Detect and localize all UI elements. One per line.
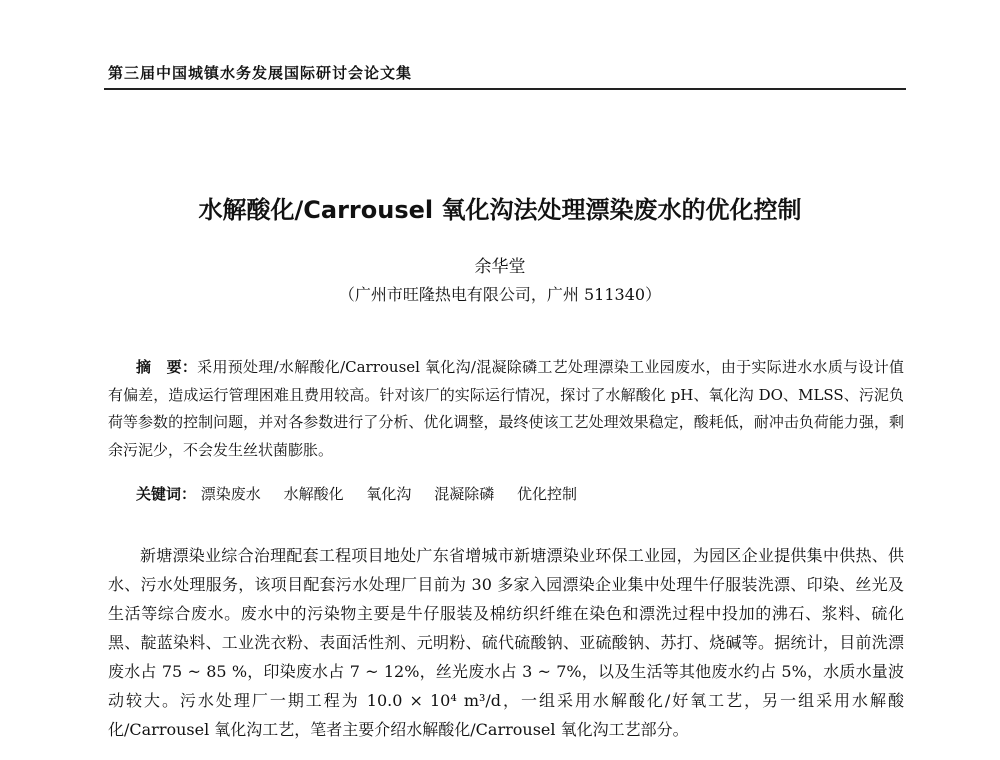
keywords — [136, 483, 595, 504]
author-name: 余华堂 — [474, 257, 526, 277]
abstract-text: 采用预处理/水解酸化/Carrousel 氧化沟/混凝除磷工艺处理漂染工业园废水，由于实际进水水质与设计值有偏差，造成运行管理困难且费用较高。针对该厂的实际运行情况，探讨了水解酸化 pH、氧化沟 DO、MLSS、污泥负荷等参数的控制问题，并对各参数进行了分析、优化调整，最终使该工艺处理效果稳定，酸耗低，耐冲击负荷能力强，剩余污泥少，不会发生丝状菌膨胀。 — [108, 358, 904, 459]
keyword: 漂染废水 — [200, 485, 261, 503]
running-head: 第三届中国城镇水务发展国际研讨会论文集 — [108, 64, 413, 82]
paper-title: 水解酸化/Carrousel 氧化沟法处理漂染废水的优化控制 — [198, 196, 802, 224]
keywords-label: 关键词： — [136, 485, 197, 503]
keyword: 水解酸化 — [283, 485, 344, 503]
body-paragraph: 新塘漂染业综合治理配套工程项目地处广东省增城市新塘漂染业环保工业园，为园区企业提供集中供热、供水、污水处理服务，该项目配套污水处理厂目前为 30 多家入园漂染企业集中处理牛仔服装洗漂、印染、丝光及生活等综合废水。废水中的污染物主要是牛仔服装及棉纺织纤维在染色和漂洗过程中投加的沸石、浆料、硫化黑、靛蓝染料、工业洗衣粉、表面活性剂、元明粉、硫代硫酸钠、亚硫酸钠、苏打、烧碱等。据统计，目前洗漂废水占 75 ~ 85 %，印染废水占 7 ~ 12%，丝光废水占 3 ~ 7%，以及生活等其他废水约占 5%，水质水量波动较大。污水处理厂一期工程为 10.0 × 10⁴ m³/d，一组采用水解酸化/好氧工艺，另一组采用水解酸化/Carrousel 氧化沟工艺，笔者主要介绍水解酸化/Carrousel 氧化沟工艺部分。 — [108, 546, 904, 739]
author-affiliation: （广州市旺隆热电有限公司，广州 511340） — [338, 285, 662, 304]
header-rule — [104, 88, 906, 90]
abstract-label: 摘 要： — [136, 358, 198, 376]
keyword: 混凝除磷 — [434, 485, 495, 503]
abstract — [108, 354, 904, 464]
keyword: 优化控制 — [516, 485, 577, 503]
keyword: 氧化沟 — [366, 485, 412, 503]
